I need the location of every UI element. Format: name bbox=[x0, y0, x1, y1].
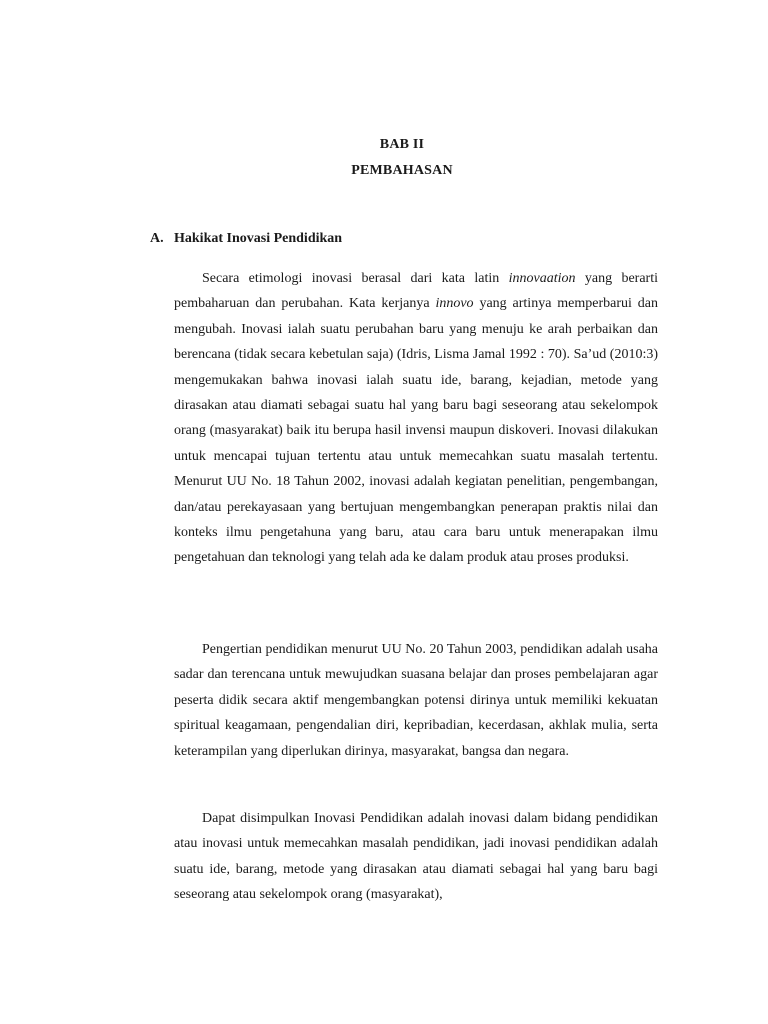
paragraph-text: Secara etimologi inovasi berasal dari kata latin bbox=[202, 271, 509, 286]
section-title: Hakikat Inovasi Pendidikan bbox=[174, 231, 343, 246]
section-letter: A. bbox=[150, 231, 164, 246]
latin-term: innovaation bbox=[508, 271, 576, 286]
paragraph-text: yang artinya memperbarui dan mengubah. Inovasi ialah suatu perubahan baru yang menuju ke arah perbaikan dan berencana (tidak secara kebetulan saja) (Idris, Lisma Jamal 1992 : 70). Sa’ud (2010:3) mengemukakan bahwa inovasi ialah suatu ide, barang, kejadian, metode yang dirasakan atau diamati sebagai suatu hal yang baru bagi seseorang atau sekelompok orang (masyarakat) baik itu berupa hasil invensi maupun diskoveri. Inovasi dilakukan untuk mencapai tujuan tertentu atau untuk memecahkan suatu masalah tertentu. Menurut UU No. 18 Tahun 2002, inovasi adalah kegiatan penelitian, pengembangan, dan/atau perekayasaan yang bertujuan mengembangkan penerapan praktis nilai dan konteks ilmu pengetahuna yang baru, atau cara baru untuk menerapakan ilmu pengetahuan dan teknologi yang telah ada ke dalam produk atau proses produksi. bbox=[174, 296, 659, 566]
latin-verb: innovo bbox=[435, 296, 474, 312]
paragraph-conclusion: Dapat disimpulkan Inovasi Pendidikan adalah inovasi dalam bidang pendidikan atau inovasi untuk memecahkan masalah pendidikan, jadi inovasi pendidikan adalah suatu ide, barang, metode yang dirasakan atau diamati sebagai hal yang baru bagi seseorang atau sekelompok orang (masyarakat), bbox=[174, 811, 658, 903]
section-heading bbox=[150, 231, 342, 247]
paragraph-text: yang berarti pembaharuan dan perubahan. Kata kerjanya bbox=[174, 271, 659, 312]
chapter-title: PEMBAHASAN bbox=[351, 163, 453, 178]
paragraph-etymology bbox=[174, 266, 658, 571]
paragraph-education-definition: Pengertian pendidikan menurut UU No. 20 Tahun 2003, pendidikan adalah usaha sadar dan terencana untuk mewujudkan suasana belajar dan proses pembelajaran agar peserta didik secara aktif mengembangkan potensi dirinya untuk memiliki kekuatan spiritual keagamaan, pengendalian diri, kepribadian, kecerdasan, akhlak mulia, serta keterampilan yang diperlukan dirinya, masyarakat, bangsa dan negara. bbox=[174, 642, 658, 759]
chapter-number: BAB II bbox=[379, 137, 425, 152]
